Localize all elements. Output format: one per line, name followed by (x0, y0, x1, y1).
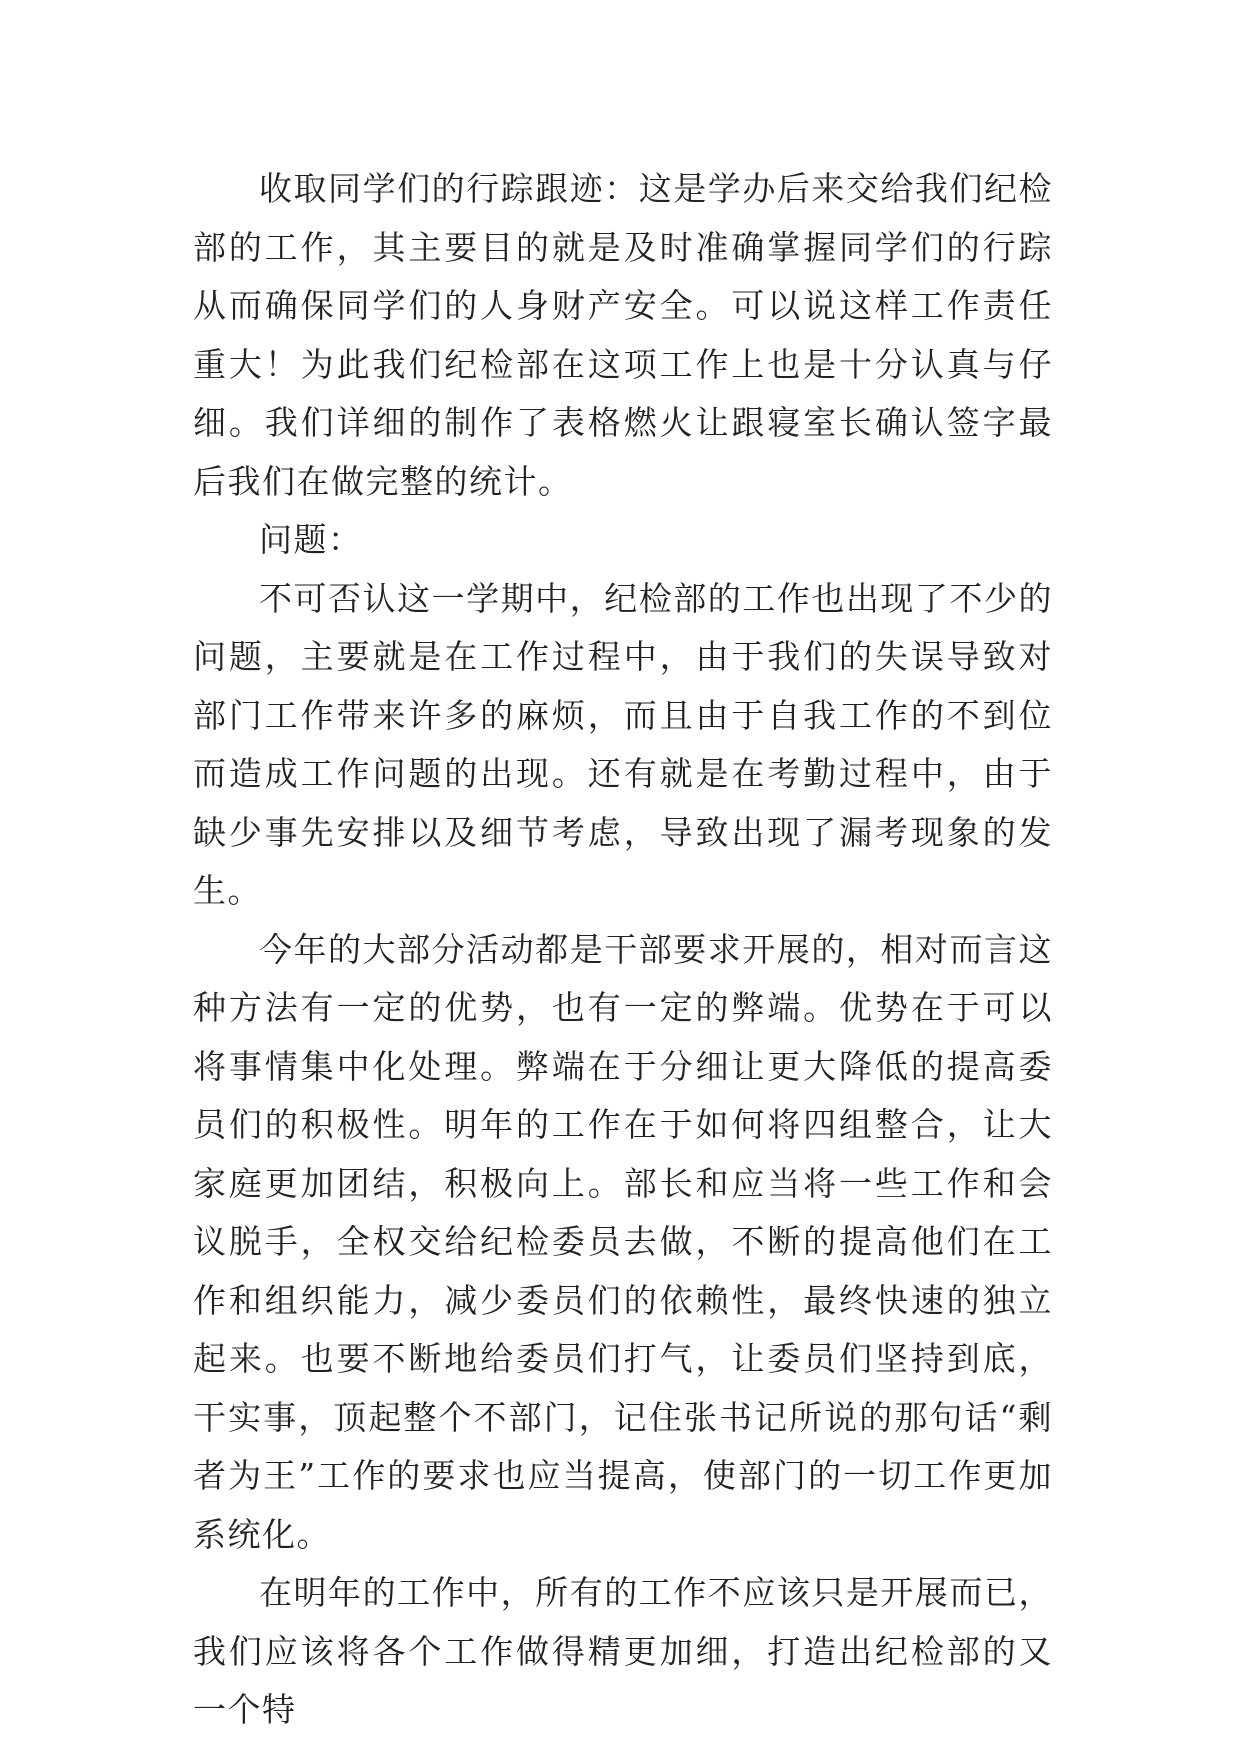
paragraph-tracking-work: 收取同学们的行踪跟迹：这是学办后来交给我们纪检部的工作，其主要目的就是及时准确掌握同学们的行踪从而确保同学们的人身财产安全。可以说这样工作责任重大！为此我们纪检部在这项工作上也是十分认真与仔细。我们详细的制作了表格燃火让跟寝室长确认签字最后我们在做完整的统计。 (193, 169, 1053, 501)
paragraph-next-year: 在明年的工作中，所有的工作不应该只是开展而已，我们应该将各个工作做得精更加细，打造出纪检部的又一个特 (193, 1573, 1053, 1729)
document-body (193, 160, 1053, 1740)
paragraph-problems-detail: 不可否认这一学期中，纪检部的工作也出现了不少的问题，主要就是在工作过程中，由于我们的失误导致对部门工作带来许多的麻烦，而且由于自我工作的不到位而造成工作问题的出现。还有就是在考勤过程中，由于缺少事先安排以及细节考虑，导致出现了漏考现象的发生。 (193, 578, 1053, 910)
paragraph-activities: 今年的大部分活动都是干部要求开展的，相对而言这种方法有一定的优势，也有一定的弊端。优势在于可以将事情集中化处理。弊端在于分细让更大降低的提高委员们的积极性。明年的工作在于如何将四组整合，让大家庭更加团结，积极向上。部长和应当将一些工作和会议脱手，全权交给纪检委员去做，不断的提高他们在工作和组织能力，减少委员们的依赖性，最终快速的独立起来。也要不断地给委员们打气，让委员们坚持到底，干实事，顶起整个不部门，记住张书记所说的那句话“剩者为王”工作的要求也应当提高，使部门的一切工作更加系统化。 (193, 929, 1053, 1554)
paragraph-problems-heading: 问题： (259, 520, 363, 559)
